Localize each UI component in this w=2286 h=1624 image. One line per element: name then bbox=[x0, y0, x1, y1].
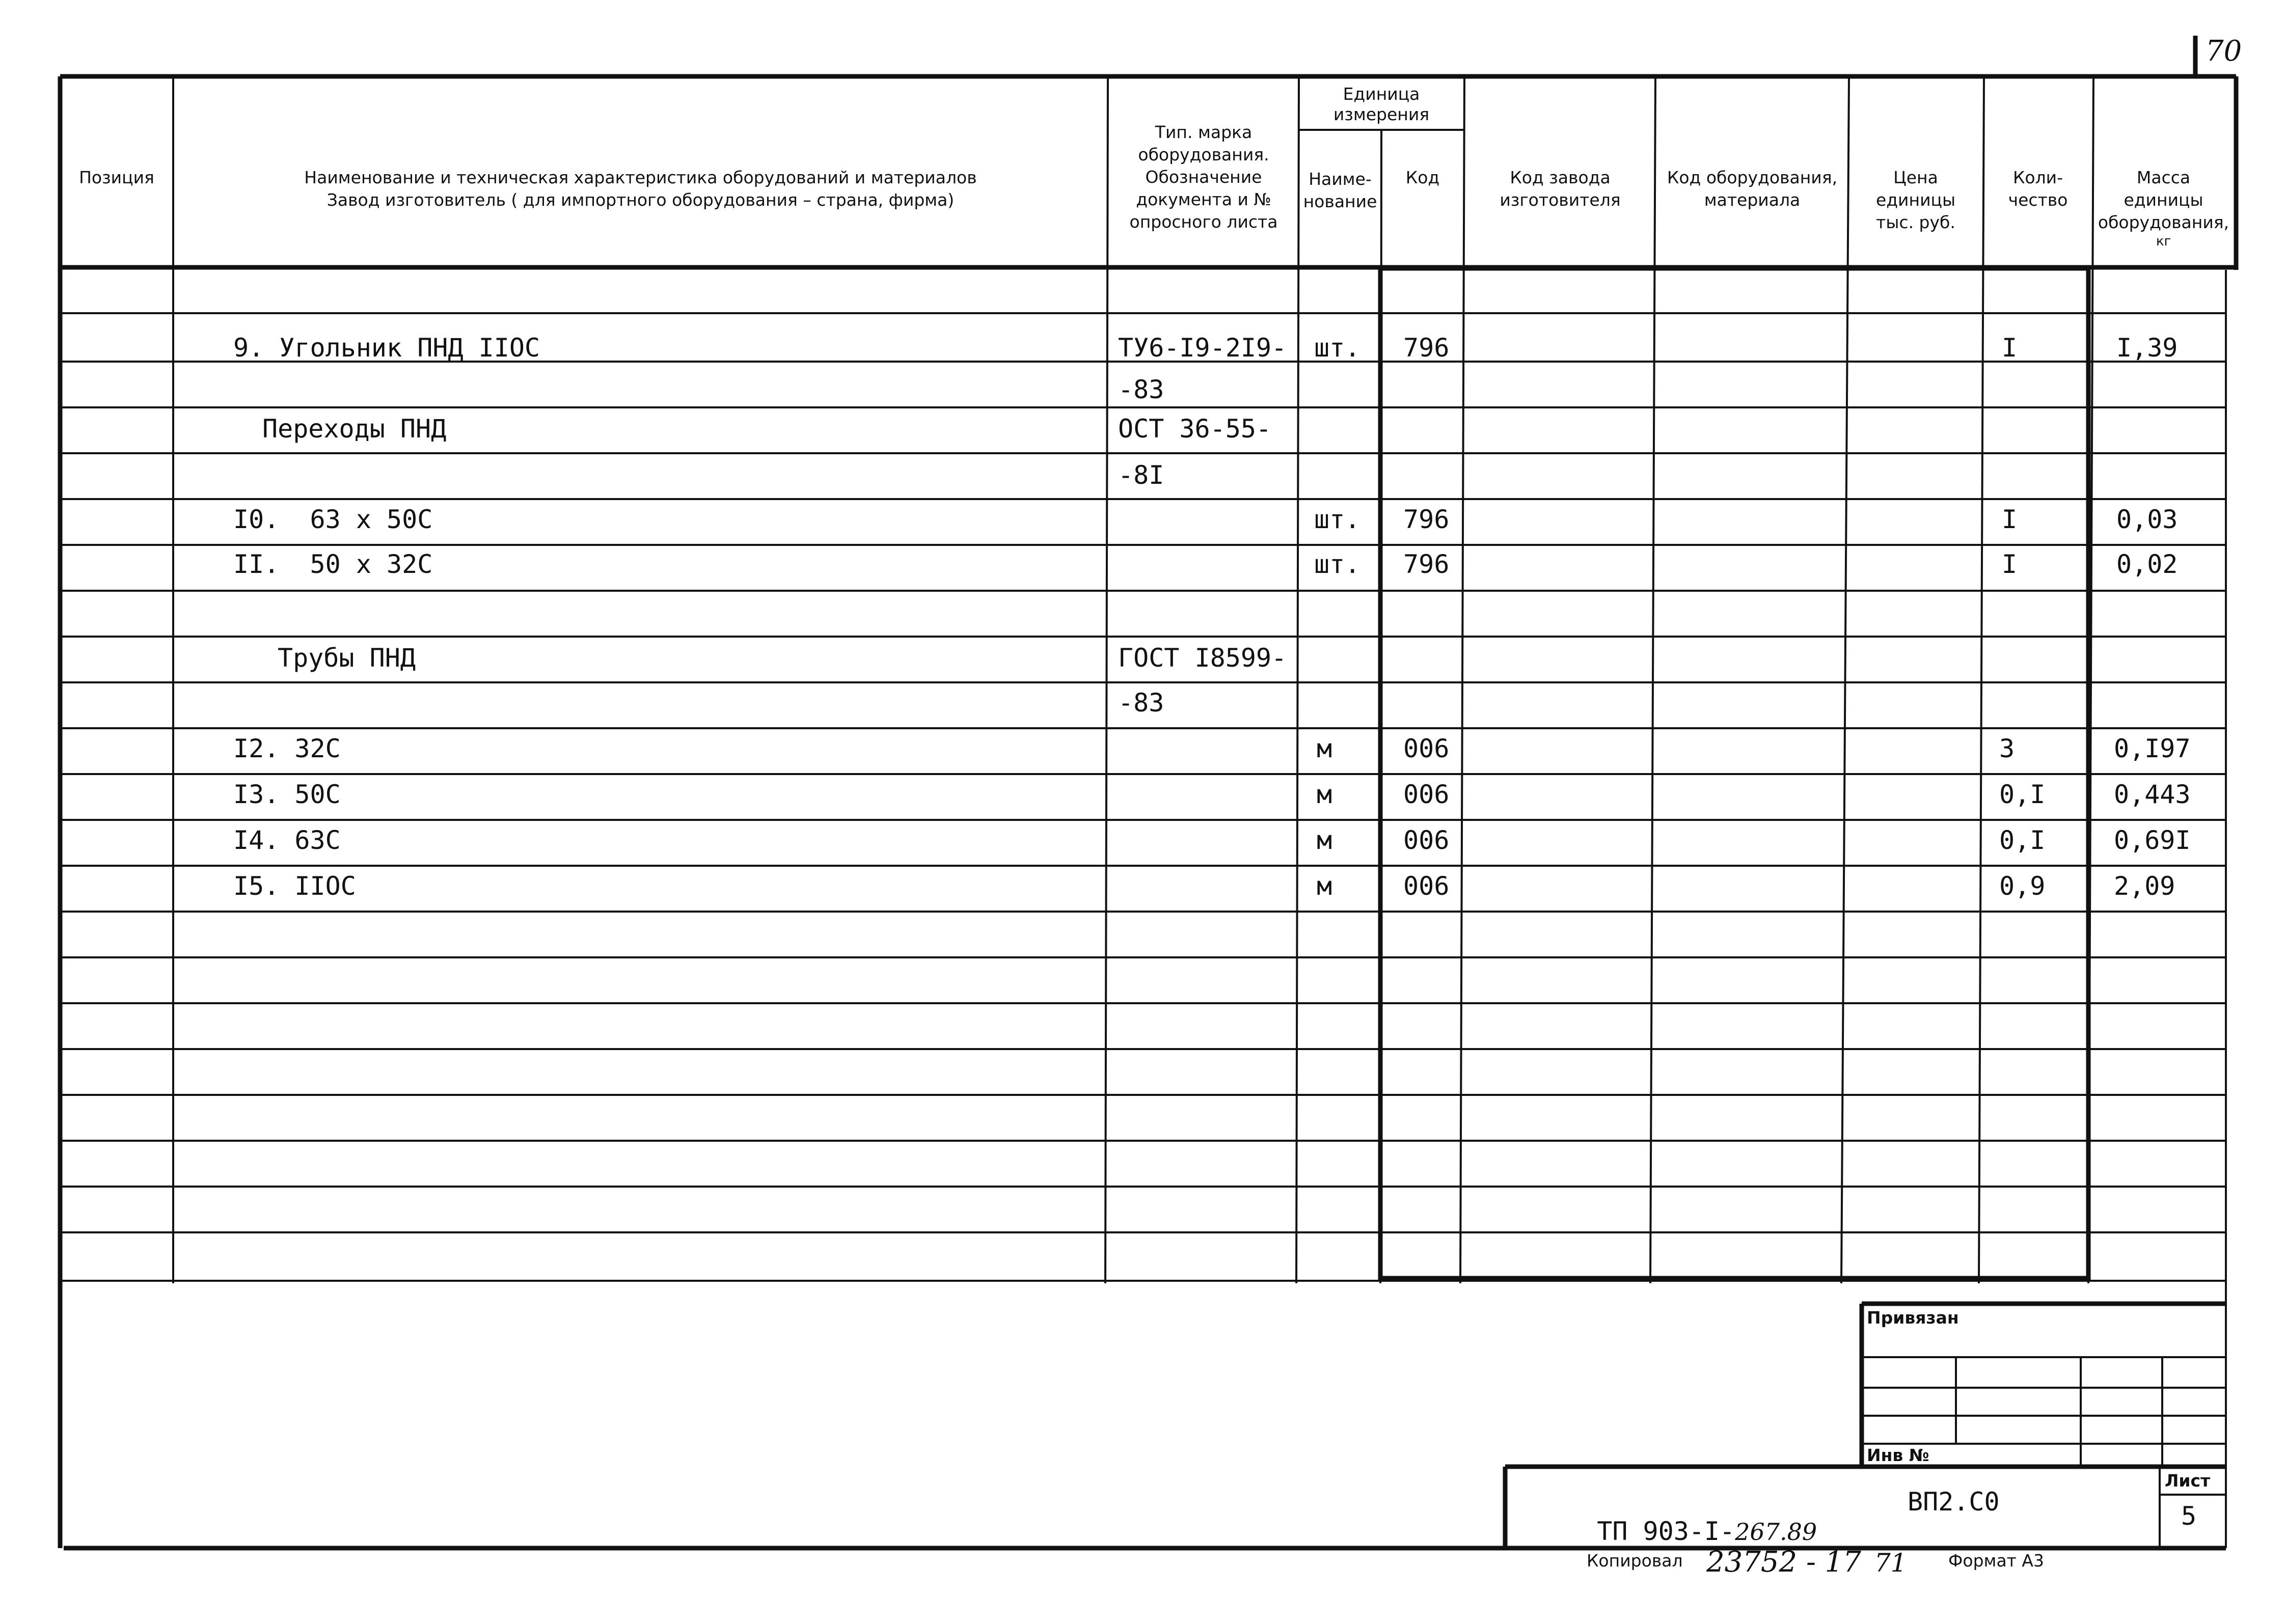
row-6-unit: шт. bbox=[1314, 549, 1360, 579]
stamp-doc-number-hand: 267.89 bbox=[1735, 1518, 1817, 1546]
row-6-code: 796 bbox=[1403, 549, 1450, 579]
row-5-code: 796 bbox=[1403, 505, 1450, 534]
header-name-line2: Завод изготовитель ( для импортного оборудования – страна, фирма) bbox=[326, 190, 955, 210]
header-price-line1: Цена bbox=[1893, 168, 1938, 187]
header-price-line3: тыс. руб. bbox=[1876, 212, 1955, 232]
row-3-doc: ОСТ 36-55- bbox=[1118, 414, 1272, 444]
header-position: Позиция bbox=[79, 168, 154, 187]
footer-copied-number: 23752 - 17 bbox=[1706, 1546, 1861, 1579]
stamp-inv-label: Инв № bbox=[1867, 1445, 1929, 1465]
row-12-name: I4. 63C bbox=[233, 825, 341, 855]
row-1-mass: I,39 bbox=[2116, 333, 2178, 363]
row-13-mass: 2,09 bbox=[2114, 871, 2175, 901]
stamp-doc-number bbox=[1566, 1487, 1817, 1546]
row-10-quantity: 3 bbox=[1999, 734, 2015, 763]
row-12-quantity: 0,I bbox=[1999, 825, 2046, 855]
header-plant-code bbox=[1466, 167, 1654, 211]
row-13-name: I5. IIOC bbox=[233, 871, 356, 901]
header-mass-line2: единицы bbox=[2124, 190, 2203, 210]
row-10-code: 006 bbox=[1403, 734, 1450, 763]
row-2-doc: -83 bbox=[1118, 375, 1164, 404]
header-equipment-code bbox=[1656, 167, 1848, 211]
header-type-line2: оборудования. bbox=[1138, 145, 1269, 164]
row-11-name: I3. 50C bbox=[233, 780, 341, 809]
row-12-mass: 0,69I bbox=[2114, 825, 2191, 855]
header-name-line1: Наименование и техническая характеристика оборудований и материалов bbox=[304, 168, 977, 187]
stamp-sheet-label: Лист bbox=[2165, 1471, 2211, 1491]
header-unit-name-line1: Наиме- bbox=[1309, 169, 1372, 189]
row-6-quantity: I bbox=[2002, 549, 2018, 579]
footer-copied-extra: 71 bbox=[1874, 1548, 1907, 1578]
header-quantity-line1: Коли- bbox=[2012, 168, 2063, 187]
row-5-name: I0. 63 x 50C bbox=[233, 505, 433, 534]
stamp-doc-code: ВП2.С0 bbox=[1908, 1487, 2000, 1517]
row-8-doc: ГОСТ I8599- bbox=[1118, 643, 1287, 673]
header-equipment-code-line2: материала bbox=[1704, 190, 1801, 210]
header-plant-code-line1: Код завода bbox=[1510, 168, 1611, 187]
row-1-name: 9. Угольник ПНД IIOC bbox=[233, 333, 540, 363]
header-price-line2: единицы bbox=[1875, 190, 1956, 210]
row-13-code: 006 bbox=[1403, 871, 1450, 901]
header-unit-code: Код bbox=[1405, 168, 1440, 187]
header-equipment-code-line1: Код оборудования, bbox=[1667, 168, 1838, 187]
row-10-mass: 0,I97 bbox=[2114, 734, 2191, 763]
row-5-mass: 0,03 bbox=[2116, 505, 2178, 534]
row-13-quantity: 0,9 bbox=[1999, 871, 2046, 901]
row-4-doc: -8I bbox=[1118, 460, 1164, 490]
row-8-name: Трубы ПНД bbox=[278, 643, 416, 673]
row-11-code: 006 bbox=[1403, 780, 1450, 809]
header-type-line3: Обозначение bbox=[1145, 167, 1262, 187]
row-5-quantity: I bbox=[2002, 505, 2018, 534]
row-11-unit: м bbox=[1317, 780, 1332, 809]
row-6-mass: 0,02 bbox=[2116, 549, 2178, 579]
stamp-attached-label: Привязан bbox=[1867, 1308, 1959, 1328]
row-9-doc: -83 bbox=[1118, 688, 1164, 718]
row-13-unit: м bbox=[1317, 871, 1332, 901]
footer-format-label: Формат А3 bbox=[1948, 1551, 2044, 1571]
header-unit-name-line2: нование bbox=[1303, 191, 1377, 211]
row-5-unit: шт. bbox=[1314, 505, 1360, 534]
header-plant-code-line2: изготовителя bbox=[1500, 190, 1621, 210]
row-3-name: Переходы ПНД bbox=[262, 414, 447, 444]
header-type-line5: опросного листа bbox=[1129, 212, 1278, 232]
stamp-sheet-number: 5 bbox=[2181, 1501, 2197, 1531]
header-mass-line3: оборудования, bbox=[2098, 212, 2229, 232]
header-type-designation bbox=[1109, 121, 1298, 233]
header-price bbox=[1849, 167, 1982, 234]
row-1-doc: ТУ6-I9-2I9- bbox=[1118, 333, 1287, 363]
row-1-quantity: I bbox=[2002, 333, 2018, 363]
header-mass-line4: кг bbox=[2156, 234, 2171, 249]
row-1-unit: шт. bbox=[1314, 333, 1360, 363]
header-type-line4: документа и № bbox=[1136, 189, 1271, 209]
header-type-line1: Тип. марка bbox=[1155, 122, 1253, 142]
header-quantity bbox=[1984, 167, 2092, 211]
row-10-unit: м bbox=[1317, 734, 1332, 763]
header-mass bbox=[2091, 167, 2236, 249]
stamp-doc-number-prefix: ТП 903-I- bbox=[1597, 1517, 1735, 1546]
header-unit-name bbox=[1300, 168, 1380, 213]
header-quantity-line2: чество bbox=[2008, 190, 2068, 210]
header-name bbox=[176, 167, 1105, 211]
row-10-name: I2. 32C bbox=[233, 734, 341, 763]
row-11-mass: 0,443 bbox=[2114, 780, 2191, 809]
header-unit-group-line2: измерения bbox=[1333, 104, 1430, 124]
header-unit-group bbox=[1300, 84, 1463, 125]
page-number-mark: 70 bbox=[2206, 35, 2242, 68]
row-1-code: 796 bbox=[1403, 333, 1450, 363]
header-unit-group-line1: Единица bbox=[1343, 84, 1420, 104]
header-mass-line1: Масса bbox=[2136, 168, 2191, 187]
row-6-name: II. 50 x 32C bbox=[233, 549, 433, 579]
row-11-quantity: 0,I bbox=[1999, 780, 2046, 809]
footer-copied-label: Копировал bbox=[1587, 1551, 1683, 1571]
row-12-unit: м bbox=[1317, 825, 1332, 855]
row-12-code: 006 bbox=[1403, 825, 1450, 855]
